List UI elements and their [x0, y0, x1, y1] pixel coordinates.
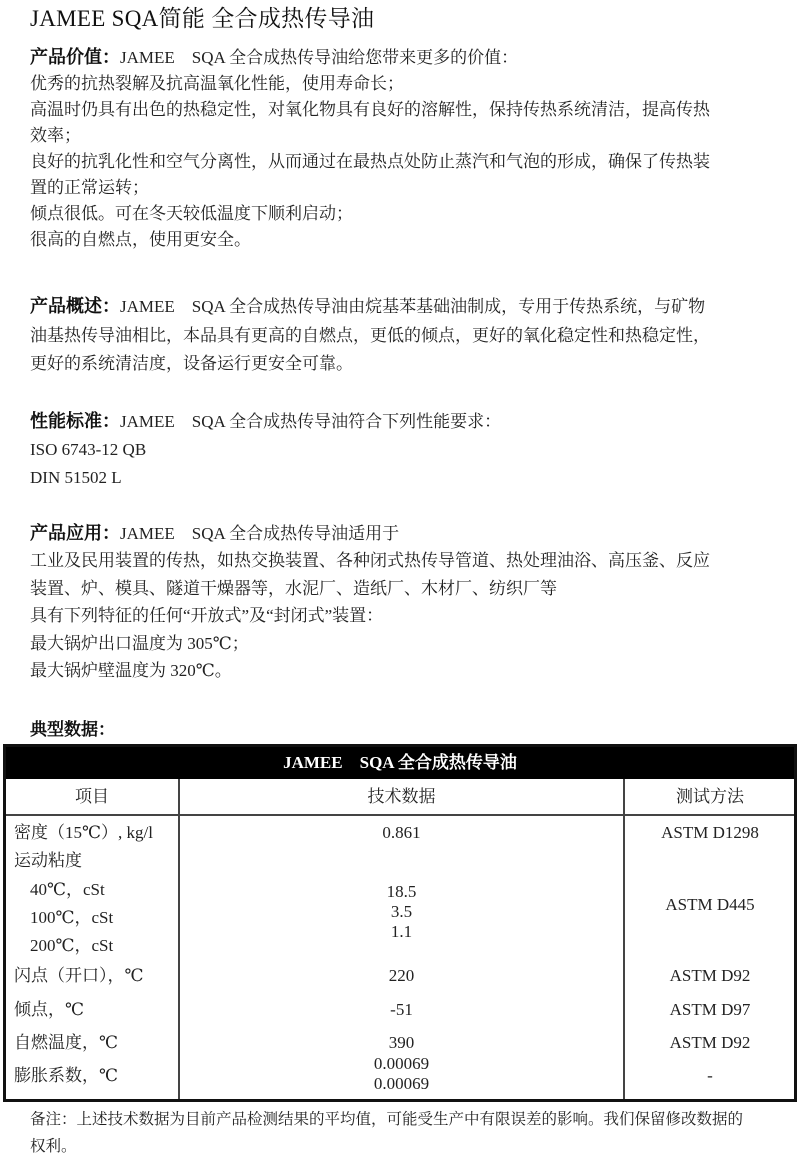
- footnote-line: 权利。: [30, 1138, 77, 1155]
- standard-item: DIN 51502 L: [30, 468, 122, 487]
- table-cell-value: 0.00069: [373, 1074, 430, 1093]
- table-cell-item: 闪点（开口），℃: [14, 966, 144, 985]
- table-cell-method: -: [707, 1066, 713, 1085]
- table-cell-item: 倾点，℃: [14, 1000, 85, 1019]
- section-heading-line: [30, 292, 790, 322]
- section-product-value: [30, 44, 790, 253]
- table-cell-method: ASTM D97: [669, 1000, 751, 1019]
- section-lead: JAMEE SQA 全合成热传导油给您带来更多的价值：: [120, 48, 519, 67]
- section-lead: JAMEE SQA 全合成热传导油适用于: [120, 524, 400, 543]
- table-title: JAMEE SQA 全合成热传导油: [6, 747, 794, 779]
- table-cell-value: -51: [390, 1000, 413, 1019]
- section-lead: JAMEE SQA 全合成热传导油符合下列性能要求：: [120, 412, 502, 431]
- table-cell-value: 220: [388, 966, 415, 985]
- table-cell-item: 运动粘度: [14, 851, 82, 870]
- table-cell-method: ASTM D445: [665, 895, 755, 914]
- table-cell-item: 密度（15℃）, kg/l: [14, 823, 153, 842]
- section-performance-standards: [30, 407, 790, 492]
- paragraph-line: 最大锅炉出口温度为 305℃；: [30, 633, 249, 653]
- table-cell-value: 0.861: [382, 823, 421, 842]
- section-heading-line: [30, 520, 790, 547]
- page-title: JAMEE SQA简能 全合成热传导油: [30, 6, 375, 31]
- paragraph-line: 倾点很低。可在冬天较低温度下顺利启动；: [30, 204, 353, 223]
- table-cell-method: ASTM D1298: [661, 823, 759, 842]
- paragraph-line: 很高的自燃点，使用更安全。: [30, 230, 251, 249]
- table-cell-value: 390: [388, 1033, 415, 1052]
- paragraph-line: 具有下列特征的任何“开放式”及“封闭式”装置：: [30, 606, 384, 626]
- section-heading: 产品价值：: [30, 47, 120, 67]
- paragraph-line: 更好的系统清洁度，设备运行更安全可靠。: [30, 354, 353, 373]
- column-header-item: 项目: [75, 787, 109, 806]
- section-heading: 性能标准：: [30, 411, 120, 431]
- table-cell-value: 18.5: [386, 882, 417, 901]
- paragraph-line: 油基热传导油相比，本品具有更高的自燃点，更低的倾点，更好的氧化稳定性和热稳定性，: [30, 325, 710, 345]
- section-heading-line: [30, 407, 790, 436]
- section-product-overview: [30, 292, 790, 379]
- table-cell-item: 200℃，cSt: [30, 936, 114, 955]
- table-cell-item: 100℃，cSt: [30, 908, 114, 927]
- paragraph-line: 最大锅炉壁温度为 320℃。: [30, 661, 232, 681]
- paragraph-line: 置的正常运转；: [30, 178, 149, 197]
- table-header-row: [6, 779, 794, 816]
- table-cell-value: 1.1: [390, 922, 413, 941]
- table-cell-method: ASTM D92: [669, 1033, 751, 1052]
- paragraph-line: 工业及民用装置的传热，如热交换装置、各种闭式热传导管道、热处理油浴、高压釜、反应: [30, 551, 710, 571]
- table-cell-value: 0.00069: [373, 1054, 430, 1073]
- section-heading: 产品应用：: [30, 523, 120, 543]
- column-header-value: 技术数据: [367, 787, 436, 806]
- section-product-applications: [30, 520, 790, 684]
- table-cell-item: 40℃，cSt: [30, 880, 105, 899]
- table-cell-item: 膨胀系数，℃: [14, 1066, 119, 1085]
- column-header-method: 测试方法: [676, 787, 744, 806]
- table-cell-item: 自燃温度，℃: [14, 1033, 119, 1052]
- table-body: [6, 816, 794, 1099]
- footnote-line: 备注：上述技术数据为目前产品检测结果的平均值，可能受生产中有限误差的影响。我们保留修改数据的: [30, 1111, 744, 1128]
- paragraph-line: 优秀的抗热裂解及抗高温氧化性能，使用寿命长；: [30, 74, 404, 93]
- typical-data-heading: 典型数据：: [30, 720, 115, 739]
- paragraph-line: 高温时仍具有出色的热稳定性，对氧化物具有良好的溶解性，保持传热系统清洁，提高传热: [30, 100, 710, 119]
- table-cell-method: ASTM D92: [669, 966, 751, 985]
- paragraph-line: 装置、炉、模具、隧道干燥器等，水泥厂、造纸厂、木材厂、纺织厂等: [30, 578, 557, 598]
- section-lead: JAMEE SQA 全合成热传导油由烷基苯基础油制成，专用于传热系统，与矿物: [120, 297, 706, 316]
- section-heading-line: [30, 44, 790, 71]
- table-cell-value: 3.5: [390, 902, 413, 921]
- footnote: [30, 1106, 790, 1160]
- paragraph-line: 效率；: [30, 126, 81, 145]
- typical-data-table: [3, 744, 797, 1102]
- section-heading: 产品概述：: [30, 296, 120, 316]
- standard-item: ISO 6743-12 QB: [30, 440, 147, 459]
- paragraph-line: 良好的抗乳化性和空气分离性，从而通过在最热点处防止蒸汽和气泡的形成，确保了传热装: [30, 152, 710, 171]
